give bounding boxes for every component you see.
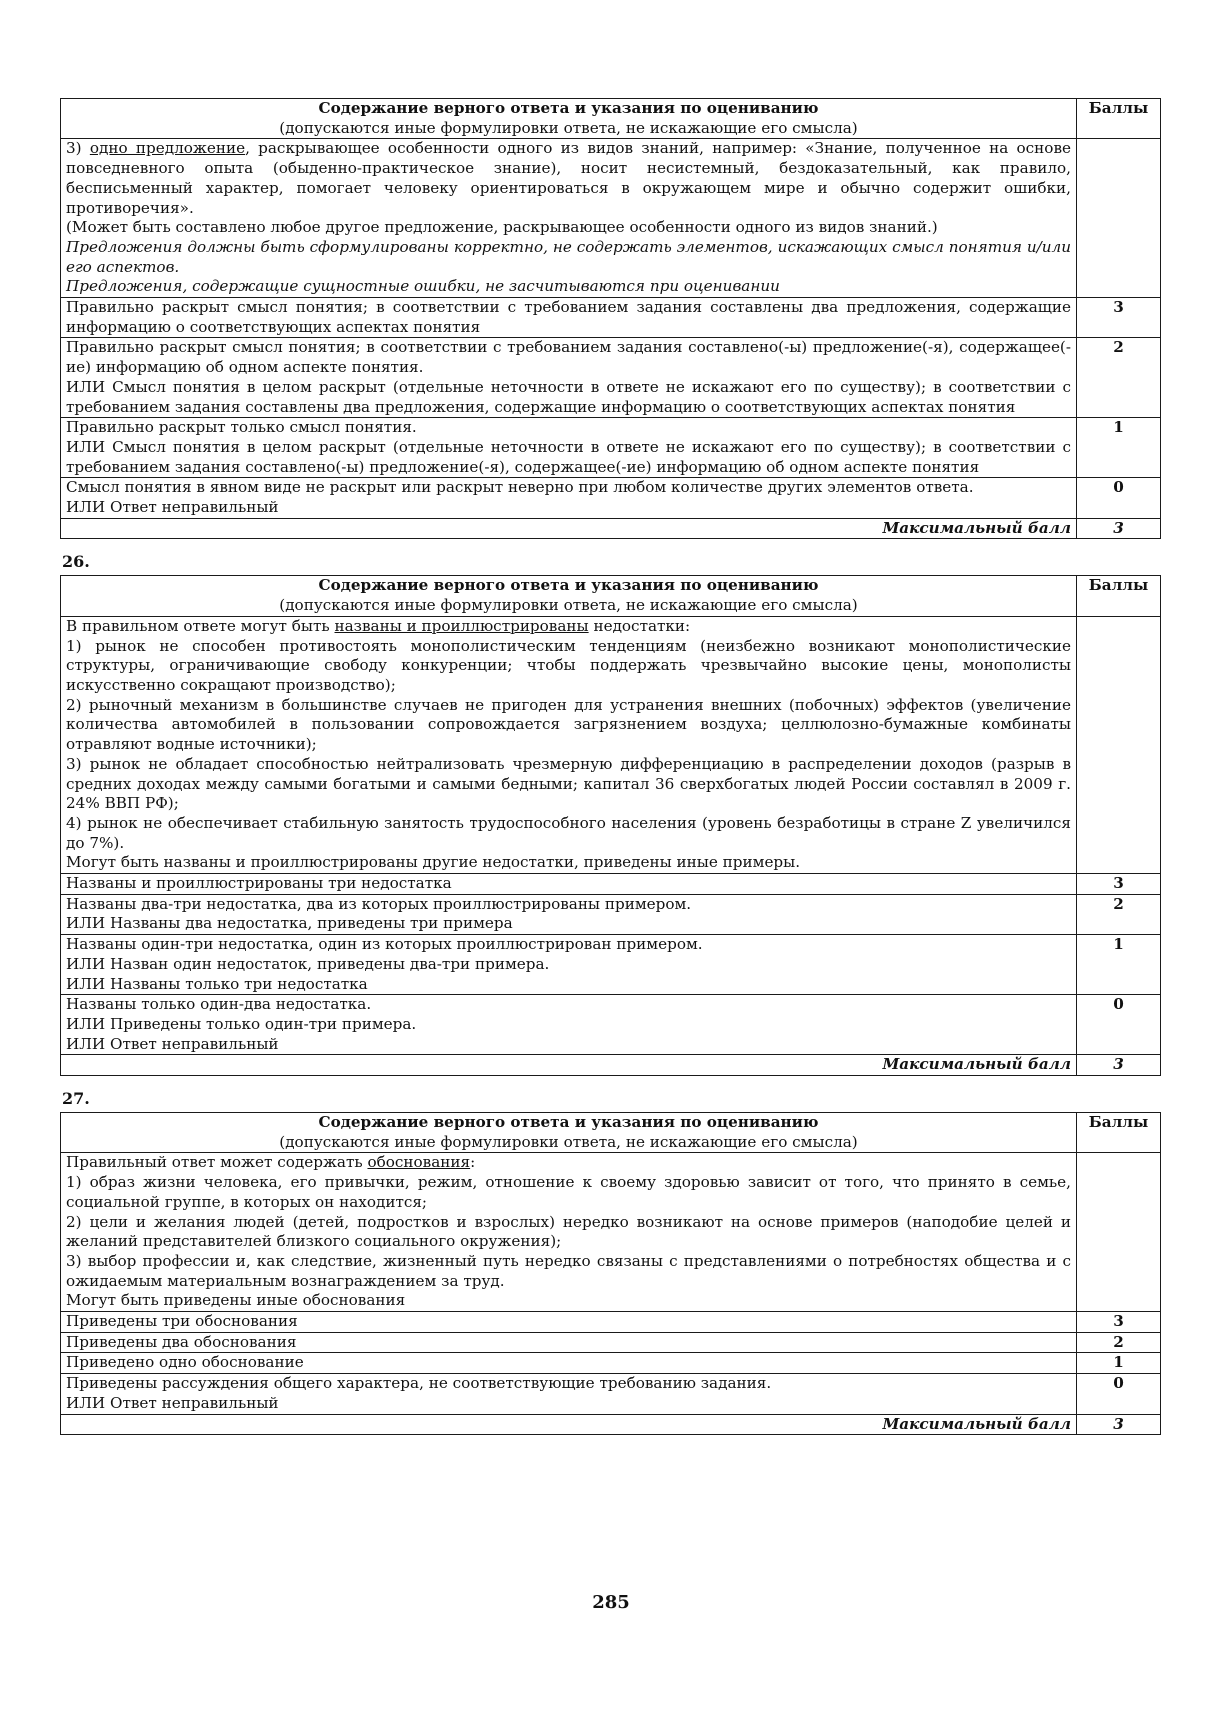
criterion-points: 3 [1077,298,1161,338]
max-label: Максимальный балл [61,1055,1077,1076]
max-points: 3 [1077,518,1161,539]
intro-underlined: названы и проиллюстрированы [334,616,589,635]
answer-intro [66,617,1071,637]
criterion-row [61,418,1161,478]
max-points: 3 [1077,1414,1161,1435]
criterion-line: ИЛИ Приведены только один-три примера. [66,1014,417,1033]
criterion-line: ИЛИ Названы только три недостатка [66,974,368,993]
answer-sentence [66,139,1071,218]
header-title: Содержание верного ответа и указания по оцениванию [318,99,819,117]
header-title-cell [61,1113,1077,1153]
grading-table-25 [60,98,1161,539]
header-points: Баллы [1077,1113,1161,1153]
answer-cell [61,616,1077,873]
criterion-line: Приведено одно обоснование [66,1353,304,1372]
task-number-26: 26. [62,552,90,572]
answer-item: 2) рыночный механизм в большинстве случаев не пригоден для устранения внешних (побочных) эффектов (увеличение количества автомобилей в пользовании сопровождается загрязнением воздуха; целлюлозно-бумажные комбинаты отравляют водные источники); [66,695,1071,754]
criterion-text [61,874,1077,895]
header-subtitle: (допускаются иные формулировки ответа, не искажающие его смысла) [279,1132,858,1151]
criterion-row [61,1332,1161,1353]
answer-item: Могут быть приведены иные обоснования [66,1291,406,1310]
criterion-line: Названы два-три недостатка, два из которых проиллюстрированы примером. [66,894,692,913]
criterion-row [61,1312,1161,1333]
criterion-line: Правильно раскрыт смысл понятия; в соответствии с требованием задания составлены два предложения, содержащие информацию о соответствующих аспектах понятия [66,298,1071,336]
answer-points-empty [1077,139,1161,298]
header-points: Баллы [1077,576,1161,616]
criterion-text [61,338,1077,418]
criterion-points: 1 [1077,1353,1161,1374]
page-number: 285 [592,1592,630,1613]
criterion-line: ИЛИ Ответ неправильный [66,498,279,517]
criterion-line: Приведены рассуждения общего характера, не соответствующие требованию задания. [66,1374,772,1393]
criterion-line: Смысл понятия в явном виде не раскрыт или раскрыт неверно при любом количестве других элементов ответа. [66,478,974,497]
criterion-text [61,1374,1077,1414]
criterion-points: 1 [1077,935,1161,995]
intro-prefix: В правильном ответе могут быть [66,616,335,635]
criterion-row [61,478,1161,518]
max-row [61,1055,1161,1076]
answer-item: 4) рынок не обеспечивает стабильную занятость трудоспособного населения (уровень безработицы в стране Z увеличился до 7%). [66,813,1071,852]
intro-suffix: недостатки: [588,616,691,635]
answer-prefix: 3) [66,139,90,158]
criterion-points: 2 [1077,894,1161,934]
criterion-line: ИЛИ Смысл понятия в целом раскрыт (отдельные неточности в ответе не искажают его по существу); в соответствии с требованием задания составлено(-ы) предложение(-я), содержащее(-ие) информацию об одном аспекте понятия [66,437,1071,476]
header-points: Баллы [1077,99,1161,139]
criterion-text [61,894,1077,934]
header-title: Содержание верного ответа и указания по оцениванию [318,1113,819,1132]
intro-suffix: : [470,1153,476,1172]
header-subtitle: (допускаются иные формулировки ответа, не искажающие его смысла) [279,596,858,615]
max-points: 3 [1077,1055,1161,1076]
max-label: Максимальный балл [61,518,1077,539]
max-label: Максимальный балл [61,1414,1077,1435]
criterion-line: Названы только один-два недостатка. [66,995,372,1014]
criterion-text [61,298,1077,338]
criterion-line: ИЛИ Названы два недостатка, приведены три примера [66,914,513,933]
criterion-text [61,1353,1077,1374]
criterion-points: 0 [1077,995,1161,1055]
header-title: Содержание верного ответа и указания по оцениванию [318,576,819,595]
criterion-text [61,418,1077,478]
criterion-line: ИЛИ Ответ неправильный [66,1393,279,1412]
intro-prefix: Правильный ответ может содержать [66,1153,368,1172]
answer-row [61,139,1161,298]
answer-row [61,616,1161,873]
criterion-text [61,935,1077,995]
answer-italic-note-2: Предложения, содержащие сущностные ошибки, не засчитываются при оценивании [66,277,780,296]
intro-underlined: обоснования [367,1153,471,1172]
criterion-points: 3 [1077,874,1161,895]
criterion-row [61,874,1161,895]
answer-row [61,1153,1161,1312]
table-header-row [61,576,1161,616]
header-title-cell [61,99,1077,139]
criterion-text [61,1312,1077,1333]
answer-item: 2) цели и желания людей (детей, подростков и взрослых) нередко возникают на основе примеров (наподобие целей и желаний представителей близкого социального окружения); [66,1212,1071,1251]
criterion-points: 1 [1077,418,1161,478]
answer-item: 3) рынок не обладает способностью нейтрализовать чрезмерную дифференциацию в распределении доходов (разрыв в средних доходах между самыми богатыми и самыми бедными; капитал 36 сверхбогатых людей России составлял в 2009 г. 24% ВВП РФ); [66,754,1071,813]
answer-rest: , раскрывающее особенности одного из видов знаний, например: «Знание, полученное на основе повседневного опыта (обыденно-практическое знание), носит несистемный, бездоказательный, как правило, бесписьменный характер, помогает человеку ориентироваться в окружающем мире и обычно содержит ошибки, противоречия». [66,139,1071,217]
page [60,98,1160,1435]
criterion-row [61,894,1161,934]
header-title-cell [61,576,1077,616]
criterion-row [61,338,1161,418]
criterion-line: Названы один-три недостатка, один из которых проиллюстрирован примером. [66,935,703,954]
criterion-row [61,1374,1161,1414]
answer-item: Могут быть названы и проиллюстрированы другие недостатки, приведены иные примеры. [66,853,801,872]
answer-note: (Может быть составлено любое другое предложение, раскрывающее особенности одного из видов знаний.) [66,218,938,237]
answer-item: 1) образ жизни человека, его привычки, режим, отношение к своему здоровью зависит от того, что принято в семье, социальной группе, в которых он находится; [66,1173,1071,1211]
grading-table-26 [60,575,1161,1076]
criterion-row [61,935,1161,995]
criterion-line: Названы и проиллюстрированы три недостатка [66,874,452,893]
criterion-text [61,995,1077,1055]
table-header-row [61,1113,1161,1153]
criterion-points: 0 [1077,478,1161,518]
table-header-row [61,99,1161,139]
criterion-text [61,478,1077,518]
criterion-points: 3 [1077,1312,1161,1333]
criterion-line: Правильно раскрыт смысл понятия; в соответствии с требованием задания составлено(-ы) предложение(-я), содержащее(-ие) информацию об одном аспекте понятия. [66,338,1071,377]
header-subtitle: (допускаются иные формулировки ответа, не искажающие его смысла) [279,118,858,137]
criterion-points: 2 [1077,1332,1161,1353]
criterion-line: Правильно раскрыт только смысл понятия. [66,418,417,437]
criterion-row [61,298,1161,338]
criterion-line: Приведены два обоснования [66,1332,297,1351]
answer-cell [61,139,1077,298]
grading-table-27 [60,1112,1161,1435]
answer-points-empty [1077,1153,1161,1312]
criterion-line: ИЛИ Назван один недостаток, приведены два-три примера. [66,954,550,973]
criterion-line: Приведены три обоснования [66,1312,298,1331]
max-row [61,518,1161,539]
max-row [61,1414,1161,1435]
answer-underlined: одно предложение [89,139,246,158]
answer-item: 1) рынок не способен противостоять монополистическим тенденциям (неизбежно возникают монополистические структуры, ограничивающие свободу конкуренции; чтобы поддержать чрезвычайно высокие цены, монополисты искусственно сокращают производство); [66,636,1071,694]
answer-item: 3) выбор профессии и, как следствие, жизненный путь нередко связаны с представлениями о потребностях общества и с ожидаемым материальным вознаграждением за труд. [66,1251,1071,1290]
criterion-points: 0 [1077,1374,1161,1414]
criterion-points: 2 [1077,338,1161,418]
answer-intro [66,1153,1071,1173]
answer-cell [61,1153,1077,1312]
task-number-27: 27. [62,1089,90,1109]
criterion-row [61,1353,1161,1374]
criterion-text [61,1332,1077,1353]
criterion-row [61,995,1161,1055]
criterion-line: ИЛИ Смысл понятия в целом раскрыт (отдельные неточности в ответе не искажают его по существу); в соответствии с требованием задания составлены два предложения, содержащие информацию о соответствующих аспектах понятия [66,377,1071,416]
answer-points-empty [1077,616,1161,873]
criterion-line: ИЛИ Ответ неправильный [66,1034,279,1053]
answer-italic-note-1: Предложения должны быть сформулированы корректно, не содержать элементов, искажающих смысл понятия и/или его аспектов. [66,237,1071,276]
